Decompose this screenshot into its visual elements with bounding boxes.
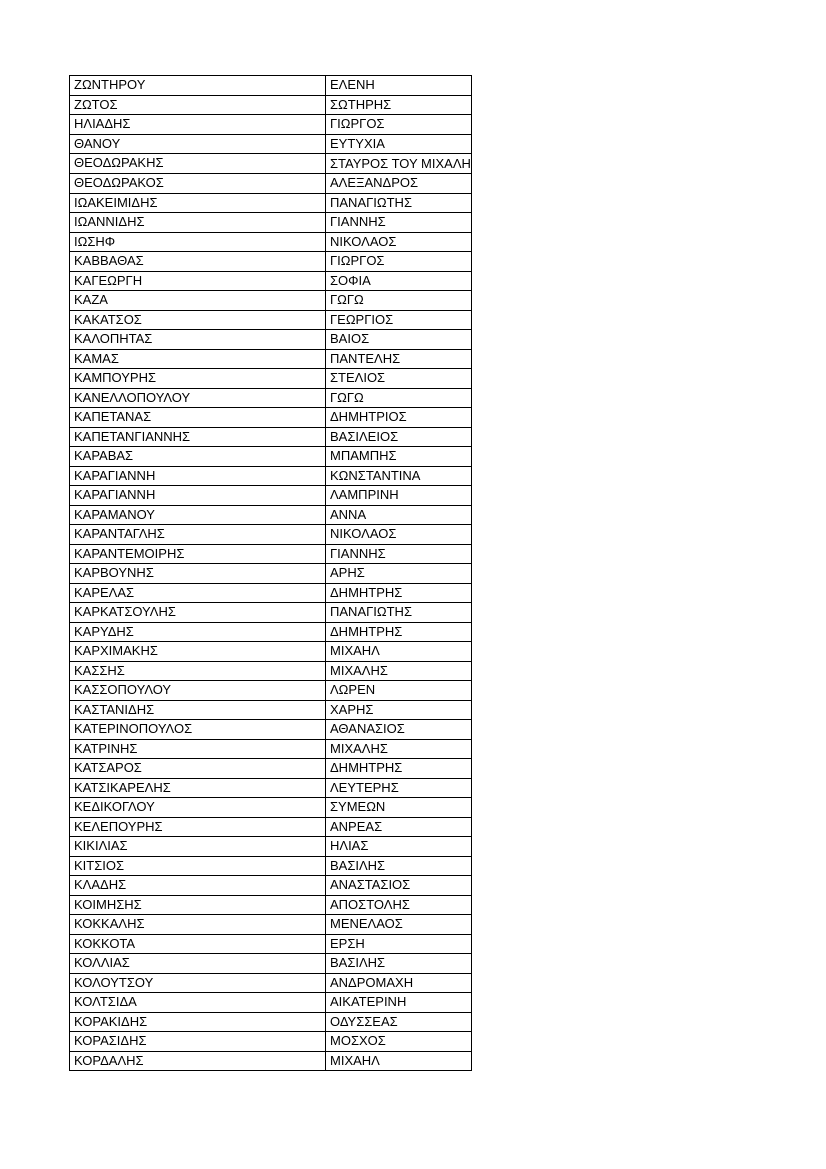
- table-row: [70, 330, 472, 350]
- surname-cell: ΚΑΡΑΜΑΝΟΥ: [70, 505, 326, 525]
- first-name-cell: ΝΙΚΟΛΑΟΣ: [326, 525, 472, 545]
- surname-cell: ΚΟΛΛΙΑΣ: [70, 954, 326, 974]
- first-name-cell: ΔΗΜΗΤΡΗΣ: [326, 583, 472, 603]
- first-name-cell: ΒΑΙΟΣ: [326, 330, 472, 350]
- table-row: [70, 856, 472, 876]
- surname-cell: ΚΑΛΟΠΗΤΑΣ: [70, 330, 326, 350]
- table-row: [70, 817, 472, 837]
- first-name-cell: ΠΑΝΑΓΙΩΤΗΣ: [326, 603, 472, 623]
- first-name-cell: ΜΙΧΑΗΛ: [326, 642, 472, 662]
- first-name-cell: ΑΝΑΣΤΑΣΙΟΣ: [326, 876, 472, 896]
- first-name-cell: ΜΙΧΑΛΗΣ: [326, 739, 472, 759]
- table-row: [70, 681, 472, 701]
- first-name-cell: ΑΛΕΞΑΝΔΡΟΣ: [326, 174, 472, 194]
- first-name-cell: ΑΠΟΣΤΟΛΗΣ: [326, 895, 472, 915]
- table-row: [70, 642, 472, 662]
- surname-cell: ΚΟΡΔΑΛΗΣ: [70, 1051, 326, 1071]
- table-row: [70, 622, 472, 642]
- first-name-cell: ΜΕΝΕΛΑΟΣ: [326, 915, 472, 935]
- first-name-cell: ΠΑΝΤΕΛΗΣ: [326, 349, 472, 369]
- table-row: [70, 154, 472, 174]
- first-name-cell: ΒΑΣΙΛΗΣ: [326, 856, 472, 876]
- surname-cell: ΚΟΡΑΣΙΔΗΣ: [70, 1032, 326, 1052]
- surname-cell: ΗΛΙΑΔΗΣ: [70, 115, 326, 135]
- table-row: [70, 993, 472, 1013]
- surname-cell: ΚΑΖΑ: [70, 291, 326, 311]
- table-row: [70, 466, 472, 486]
- first-name-cell: ΓΩΓΩ: [326, 388, 472, 408]
- table-row: [70, 583, 472, 603]
- table-row: [70, 739, 472, 759]
- surname-cell: ΚΑΤΕΡΙΝΟΠΟΥΛΟΣ: [70, 720, 326, 740]
- surname-cell: ΚΟΚΚΟΤΑ: [70, 934, 326, 954]
- first-name-cell: ΛΩΡΕΝ: [326, 681, 472, 701]
- surname-cell: ΚΕΛΕΠΟΥΡΗΣ: [70, 817, 326, 837]
- table-row: [70, 252, 472, 272]
- first-name-cell: ΣΩΤΗΡΗΣ: [326, 95, 472, 115]
- first-name-cell: ΜΙΧΑΛΗΣ: [326, 661, 472, 681]
- surname-cell: ΚΑΤΣΑΡΟΣ: [70, 759, 326, 779]
- first-name-cell: ΑΡΗΣ: [326, 564, 472, 584]
- table-row: [70, 1051, 472, 1071]
- table-row: [70, 174, 472, 194]
- table-row: [70, 661, 472, 681]
- first-name-cell: ΑΙΚΑΤΕΡΙΝΗ: [326, 993, 472, 1013]
- surname-cell: ΚΟΛΟΥΤΣΟΥ: [70, 973, 326, 993]
- first-name-cell: ΔΗΜΗΤΡΗΣ: [326, 622, 472, 642]
- first-name-cell: ΑΝΝΑ: [326, 505, 472, 525]
- table-row: [70, 720, 472, 740]
- table-row: [70, 934, 472, 954]
- surname-cell: ΖΩΤΟΣ: [70, 95, 326, 115]
- table-row: [70, 310, 472, 330]
- surname-cell: ΚΑΣΤΑΝΙΔΗΣ: [70, 700, 326, 720]
- surname-cell: ΚΟΚΚΑΛΗΣ: [70, 915, 326, 935]
- table-row: [70, 564, 472, 584]
- first-name-cell: ΣΥΜΕΩΝ: [326, 798, 472, 818]
- first-name-cell: ΜΟΣΧΟΣ: [326, 1032, 472, 1052]
- surname-cell: ΚΙΚΙΛΙΑΣ: [70, 837, 326, 857]
- surname-cell: ΚΕΔΙΚΟΓΛΟΥ: [70, 798, 326, 818]
- surname-cell: ΚΑΜΑΣ: [70, 349, 326, 369]
- first-name-cell: ΕΡΣΗ: [326, 934, 472, 954]
- first-name-cell: ΛΑΜΠΡΙΝΗ: [326, 486, 472, 506]
- first-name-cell: ΣΤΕΛΙΟΣ: [326, 369, 472, 389]
- first-name-cell: ΓΙΑΝΝΗΣ: [326, 213, 472, 233]
- surname-cell: ΚΑΡΒΟΥΝΗΣ: [70, 564, 326, 584]
- surname-cell: ΚΑΣΣΗΣ: [70, 661, 326, 681]
- first-name-cell: ΧΑΡΗΣ: [326, 700, 472, 720]
- surname-cell: ΚΑΠΕΤΑΝΑΣ: [70, 408, 326, 428]
- names-table-body: [70, 76, 472, 1071]
- first-name-cell: ΛΕΥΤΕΡΗΣ: [326, 778, 472, 798]
- table-row: [70, 973, 472, 993]
- first-name-cell: ΑΝΡΕΑΣ: [326, 817, 472, 837]
- first-name-cell: ΑΝΔΡΟΜΑΧΗ: [326, 973, 472, 993]
- first-name-cell: ΓΕΩΡΓΙΟΣ: [326, 310, 472, 330]
- table-row: [70, 95, 472, 115]
- table-row: [70, 291, 472, 311]
- table-row: [70, 1012, 472, 1032]
- first-name-cell: ΒΑΣΙΛΗΣ: [326, 954, 472, 974]
- table-row: [70, 232, 472, 252]
- first-name-cell: ΚΩΝΣΤΑΝΤΙΝΑ: [326, 466, 472, 486]
- surname-cell: ΚΟΛΤΣΙΔΑ: [70, 993, 326, 1013]
- first-name-cell: ΔΗΜΗΤΡΙΟΣ: [326, 408, 472, 428]
- first-name-cell: ΣΟΦΙΑ: [326, 271, 472, 291]
- table-row: [70, 76, 472, 96]
- surname-cell: ΚΑΡΥΔΗΣ: [70, 622, 326, 642]
- table-row: [70, 525, 472, 545]
- surname-cell: ΚΑΠΕΤΑΝΓΙΑΝΝΗΣ: [70, 427, 326, 447]
- first-name-cell: ΟΔΥΣΣΕΑΣ: [326, 1012, 472, 1032]
- surname-cell: ΚΑΤΡΙΝΗΣ: [70, 739, 326, 759]
- surname-cell: ΚΑΡΑΝΤΕΜΟΙΡΗΣ: [70, 544, 326, 564]
- table-row: [70, 954, 472, 974]
- table-row: [70, 134, 472, 154]
- surname-cell: ΚΑΤΣΙΚΑΡΕΛΗΣ: [70, 778, 326, 798]
- table-row: [70, 759, 472, 779]
- table-row: [70, 1032, 472, 1052]
- first-name-cell: ΜΠΑΜΠΗΣ: [326, 447, 472, 467]
- first-name-cell: ΝΙΚΟΛΑΟΣ: [326, 232, 472, 252]
- table-row: [70, 603, 472, 623]
- surname-cell: ΚΑΡΑΓΙΑΝΝΗ: [70, 466, 326, 486]
- table-row: [70, 115, 472, 135]
- first-name-cell: ΔΗΜΗΤΡΗΣ: [326, 759, 472, 779]
- surname-cell: ΚΑΡΕΛΑΣ: [70, 583, 326, 603]
- surname-cell: ΘΑΝΟΥ: [70, 134, 326, 154]
- surname-cell: ΙΩΑΚΕΙΜΙΔΗΣ: [70, 193, 326, 213]
- table-row: [70, 271, 472, 291]
- first-name-cell: ΓΙΩΡΓΟΣ: [326, 115, 472, 135]
- surname-cell: ΚΛΑΔΗΣ: [70, 876, 326, 896]
- table-row: [70, 544, 472, 564]
- table-row: [70, 700, 472, 720]
- table-row: [70, 447, 472, 467]
- table-row: [70, 486, 472, 506]
- first-name-cell: ΕΥΤΥΧΙΑ: [326, 134, 472, 154]
- surname-cell: ΚΑΡΚΑΤΣΟΥΛΗΣ: [70, 603, 326, 623]
- surname-cell: ΙΩΑΝΝΙΔΗΣ: [70, 213, 326, 233]
- table-row: [70, 408, 472, 428]
- surname-cell: ΘΕΟΔΩΡΑΚΟΣ: [70, 174, 326, 194]
- surname-cell: ΚΑΜΠΟΥΡΗΣ: [70, 369, 326, 389]
- surname-cell: ΚΑΒΒΑΘΑΣ: [70, 252, 326, 272]
- first-name-cell: ΒΑΣΙΛΕΙΟΣ: [326, 427, 472, 447]
- surname-cell: ΚΑΝΕΛΛΟΠΟΥΛΟΥ: [70, 388, 326, 408]
- table-row: [70, 915, 472, 935]
- table-row: [70, 388, 472, 408]
- surname-cell: ΚΑΡΑΒΑΣ: [70, 447, 326, 467]
- surname-cell: ΙΩΣΗΦ: [70, 232, 326, 252]
- surname-cell: ΚΙΤΣΙΟΣ: [70, 856, 326, 876]
- names-table: [69, 75, 472, 1071]
- table-row: [70, 837, 472, 857]
- surname-cell: ΚΑΚΑΤΣΟΣ: [70, 310, 326, 330]
- first-name-cell: ΑΘΑΝΑΣΙΟΣ: [326, 720, 472, 740]
- table-row: [70, 427, 472, 447]
- surname-cell: ΚΟΙΜΗΣΗΣ: [70, 895, 326, 915]
- surname-cell: ΘΕΟΔΩΡΑΚΗΣ: [70, 154, 326, 174]
- first-name-cell: ΓΙΑΝΝΗΣ: [326, 544, 472, 564]
- surname-cell: ΚΑΡΧΙΜΑΚΗΣ: [70, 642, 326, 662]
- table-row: [70, 505, 472, 525]
- table-row: [70, 798, 472, 818]
- table-row: [70, 876, 472, 896]
- first-name-cell: ΕΛΕΝΗ: [326, 76, 472, 96]
- first-name-cell: ΜΙΧΑΗΛ: [326, 1051, 472, 1071]
- table-row: [70, 213, 472, 233]
- surname-cell: ΚΟΡΑΚΙΔΗΣ: [70, 1012, 326, 1032]
- surname-cell: ΚΑΡΑΓΙΑΝΝΗ: [70, 486, 326, 506]
- first-name-cell: ΠΑΝΑΓΙΩΤΗΣ: [326, 193, 472, 213]
- surname-cell: ΖΩΝΤΗΡΟΥ: [70, 76, 326, 96]
- surname-cell: ΚΑΓΕΩΡΓΗ: [70, 271, 326, 291]
- first-name-cell: ΗΛΙΑΣ: [326, 837, 472, 857]
- surname-cell: ΚΑΡΑΝΤΑΓΛΗΣ: [70, 525, 326, 545]
- table-row: [70, 895, 472, 915]
- first-name-cell: ΓΩΓΩ: [326, 291, 472, 311]
- table-row: [70, 369, 472, 389]
- table-row: [70, 349, 472, 369]
- table-row: [70, 778, 472, 798]
- first-name-cell: ΣΤΑΥΡΟΣ ΤΟΥ ΜΙΧΑΛΗ: [326, 154, 472, 174]
- table-row: [70, 193, 472, 213]
- first-name-cell: ΓΙΩΡΓΟΣ: [326, 252, 472, 272]
- surname-cell: ΚΑΣΣΟΠΟΥΛΟΥ: [70, 681, 326, 701]
